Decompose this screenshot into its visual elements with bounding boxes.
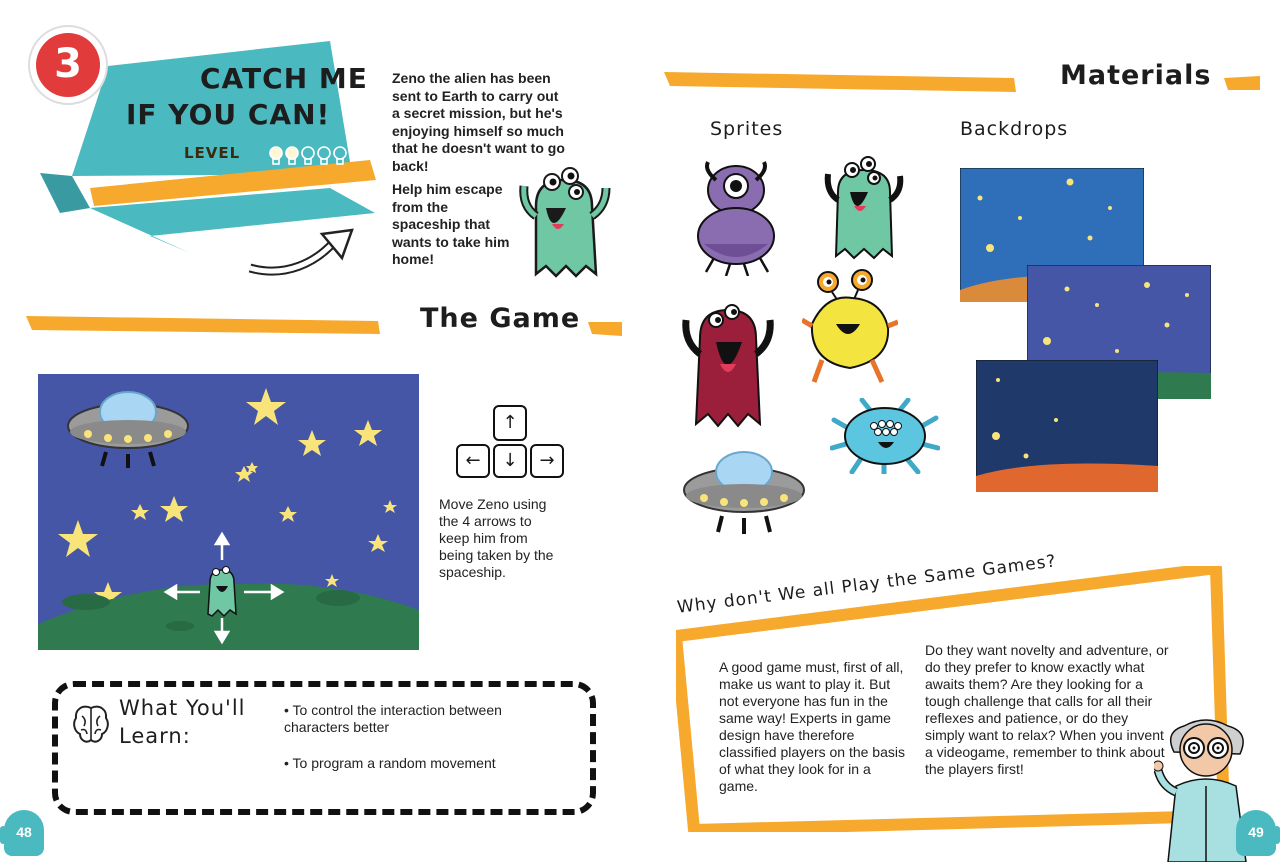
learn-item-2: • To program a random movement [284,755,496,771]
page-number-49: 49 [1248,824,1264,840]
sprite-red-alien [680,298,776,428]
level-label: LEVEL [184,144,241,162]
arrow-right-key-icon: → [530,444,564,478]
page-number-left [0,810,46,866]
page-number-48: 48 [16,824,32,840]
arrow-keys [454,405,568,481]
backdrop-3 [976,360,1158,492]
brain-icon [72,702,110,746]
why-heading: Why don't We all Play the Same Games? [676,551,1058,618]
sprite-yellow-alien [802,264,898,388]
level-badge [30,27,106,103]
title-line-2: IF YOU CAN! [126,98,331,131]
sprite-ufo [680,448,808,536]
lightbulb-icon [268,144,348,168]
game-scene [38,374,419,650]
level-number: 3 [54,41,82,87]
intro-paragraph-1: Zeno the alien has been sent to Earth to carry out a secret mission, but he's enjoying himself so much that he doesn't want to go back! [392,70,565,174]
learn-heading-line-2: Learn: [119,724,191,748]
sprite-zeno [822,156,906,260]
page-number-right [1234,810,1280,866]
arrow-up-key-icon: ↑ [493,405,527,441]
controls-caption: Move Zeno using the 4 arrows to keep him from being taken by the spaceship. [439,496,554,580]
game-preview [38,374,419,650]
zeno-alien-illustration [516,166,614,280]
arrow-left-key-icon: ← [456,444,490,478]
materials-heading: Materials [1060,60,1212,91]
sprite-blue-alien [830,398,940,474]
sprite-purple-alien [690,160,782,276]
curved-arrow-icon [246,226,356,282]
why-column-1: A good game must, first of all, make us want to play it. But not everyone has fun in the same way! Experts in game design have therefore classified players on the basis of what they look for in a game. [719,659,905,794]
learn-item-1: • To control the interaction between characters better [284,702,502,735]
lightbulb-rating [268,144,348,168]
learn-heading-line-1: What You'll [119,696,246,720]
intro-paragraph-2: Help him escape from the spaceship that wants to take him home! [392,181,510,267]
arrow-down-key-icon: ↓ [493,444,527,478]
game-heading: The Game [420,303,581,334]
backdrops-heading: Backdrops [960,118,1069,140]
title-line-1: CATCH ME [200,62,368,95]
sprites-heading: Sprites [710,118,784,140]
why-column-2: Do they want novelty and adventure, or do they prefer to know exactly what awaits them? Are they looking for a tough challenge that calls for all their reflexes and patience, or do they simply want to relax? When you invent a videogame, remember to think about the players first! [925,642,1169,777]
